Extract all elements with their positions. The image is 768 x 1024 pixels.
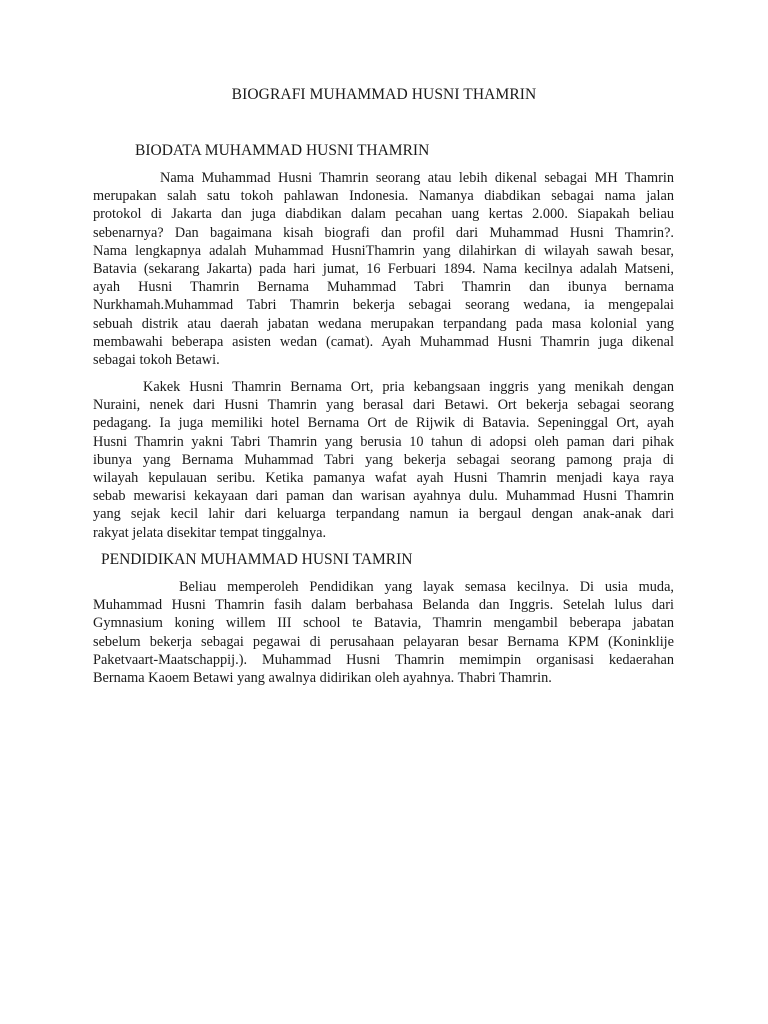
paragraph-line: Bernama Kaoem Betawi yang awalnya didirikan oleh ayahnya. Thabri Thamrin. [93,670,552,687]
paragraph-pendidikan-1 [93,578,674,687]
paragraph-line: Kakek Husni Thamrin Bernama Ort, pria kebangsaan inggris yang menikah dengan [143,379,674,395]
paragraph-line: Beliau memperoleh Pendidikan yang layak semasa kecilnya. Di usia muda, [179,579,674,595]
paragraph-biodata-1 [93,169,674,369]
paragraph-line: sebab mewarisi kekayaan dari paman dan warisan ayahnya dulu. Muhammad Husni Thamrin [93,488,674,505]
paragraph-line: sebuah distrik atau daerah jabatan wedana merupakan terpandang pada masa kolonial yang [93,315,674,332]
paragraph-line: yang sejak kecil lahir dari keluarga terpandang namun ia bergaul dengan anak-anak dari [93,506,674,523]
paragraph-line: Nurkhamah.Muhammad Tabri Thamrin bekerja sebagai seorang wedana, ia mengepalai [93,297,674,314]
paragraph-line: protokol di Jakarta dan juga diabdikan dalam pecahan uang kertas 2.000. Siapakah beliau [93,206,674,223]
paragraph-line: ayah Husni Thamrin Bernama Muhammad Tabri Thamrin dan ibunya bernama [93,279,674,296]
paragraph-line: sebagai tokoh Betawi. [93,352,220,369]
paragraph-line: Batavia (sekarang Jakarta) pada hari jumat, 16 Ferbuari 1894. Nama kecilnya adalah Matseni, [93,261,674,278]
paragraph-line: wilayah kepulauan seribu. Ketika pamanya wafat ayah Husni Thamrin menjadi kaya raya [93,470,674,487]
paragraph-line: Nama lengkapnya adalah Muhammad HusniThamrin yang dilahirkan di wilayah sawah besar, [93,242,674,259]
paragraph-line: Muhammad Husni Thamrin fasih dalam berbahasa Belanda dan Inggris. Setelah lulus dari [93,597,674,614]
section-heading-pendidikan: PENDIDIKAN MUHAMMAD HUSNI TAMRIN [101,551,413,568]
paragraph-line: merupakan salah satu tokoh pahlawan Indonesia. Namanya diabdikan sebagai nama jalan [93,188,674,205]
paragraph-line: rakyat jelata disekitar tempat tinggalnya. [93,524,327,541]
paragraph-line: pedagang. Ia juga memiliki hotel Bernama Ort de Rijwik di Batavia. Sepeninggal Ort, ayah [93,415,674,432]
paragraph-line: sebenarnya? Dan bagaimana kisah biografi dan profil dari Muhammad Husni Thamrin?. [93,224,674,241]
paragraph-line: Nama Muhammad Husni Thamrin seorang atau lebih dikenal sebagai MH Thamrin [160,170,674,186]
paragraph-line: ibunya yang Bernama Muhammad Tabri yang bekerja sebagai seorang pamong praja di [93,451,674,468]
paragraph-line: Nuraini, nenek dari Husni Thamrin yang berasal dari Betawi. Ort bekerja sebagai seorang [93,397,674,414]
document-title: BIOGRAFI MUHAMMAD HUSNI THAMRIN [231,86,537,103]
paragraph-line: Husni Thamrin yakni Tabri Thamrin yang berusia 10 tahun di adopsi oleh paman dari pihak [93,433,674,450]
section-heading-biodata: BIODATA MUHAMMAD HUSNI THAMRIN [135,142,430,159]
paragraph-line: Gymnasium koning willem III school te Batavia, Thamrin mengambil beberapa jabatan [93,615,674,632]
paragraph-line: sebelum bekerja sebagai pegawai di perusahaan pelayaran besar Bernama KPM (Koninklije [93,633,674,650]
paragraph-biodata-2 [93,378,674,542]
paragraph-line: membawahi beberapa asisten wedan (camat). Ayah Muhammad Husni Thamrin juga dikenal [93,333,674,350]
paragraph-line: Paketvaart-Maatschappij.). Muhammad Husni Thamrin memimpin organisasi kedaerahan [93,651,674,668]
